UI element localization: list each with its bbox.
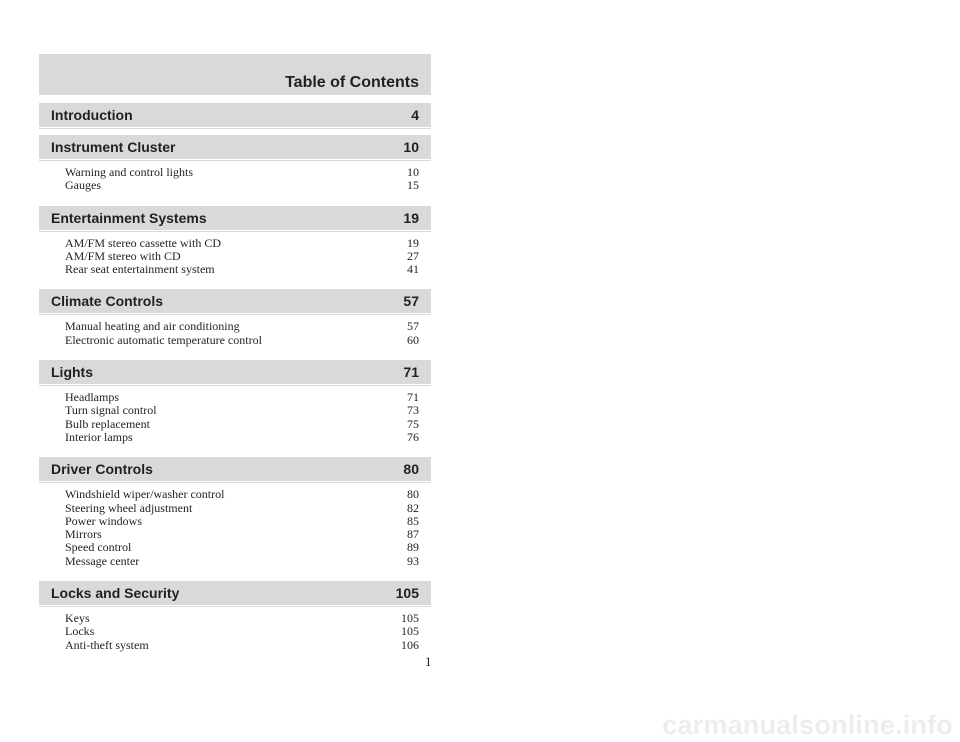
toc-entry[interactable] (65, 541, 419, 554)
entry-page-number: 89 (407, 540, 419, 555)
section-heading[interactable] (39, 289, 431, 313)
entry-label: Steering wheel adjustment (65, 500, 193, 515)
toc-section (39, 206, 431, 282)
toc-section (39, 103, 431, 127)
entry-page-number: 57 (407, 319, 419, 334)
toc-entry[interactable] (65, 515, 419, 528)
toc-entry[interactable] (65, 612, 419, 625)
toc-section (39, 135, 431, 198)
toc-entry[interactable] (65, 237, 419, 250)
entry-list (39, 605, 431, 657)
section-title: Entertainment Systems (51, 209, 207, 226)
entry-label: Speed control (65, 540, 132, 555)
watermark: carmanualsonline.info (662, 710, 953, 740)
section-title: Instrument Cluster (51, 139, 176, 155)
toc-section (39, 360, 431, 449)
toc-entry[interactable] (65, 391, 419, 404)
entry-label: Warning and control lights (65, 165, 194, 179)
section-page-number: 10 (403, 139, 419, 155)
section-page-number: 105 (395, 585, 419, 602)
entry-label: Interior lamps (65, 429, 133, 444)
entry-label: Bulb replacement (65, 416, 150, 431)
entry-page-number: 105 (401, 624, 419, 639)
section-heading[interactable] (39, 581, 431, 605)
entry-label: Anti-theft system (65, 637, 149, 652)
toc-entry[interactable] (65, 250, 419, 263)
toc-page (39, 54, 431, 657)
section-title: Climate Controls (51, 293, 164, 310)
toc-section (39, 581, 431, 657)
section-page-number: 80 (403, 461, 419, 478)
entry-page-number: 80 (407, 487, 419, 502)
entry-label: Message center (65, 553, 140, 568)
page-number: 1 (425, 654, 432, 669)
toc-entry[interactable] (65, 528, 419, 541)
entry-page-number: 10 (407, 165, 419, 179)
entry-page-number: 87 (407, 527, 419, 542)
entry-page-number: 60 (407, 332, 419, 347)
section-title: Lights (51, 364, 93, 381)
entry-list (39, 481, 431, 573)
toc-entry[interactable] (65, 263, 419, 276)
entry-label: Keys (65, 611, 90, 626)
entry-list (39, 159, 431, 198)
entry-list (39, 230, 431, 282)
toc-entry[interactable] (65, 502, 419, 515)
section-heading[interactable] (39, 457, 431, 481)
toc-entry[interactable] (65, 320, 419, 333)
entry-label: Mirrors (65, 527, 102, 542)
section-heading[interactable] (39, 206, 431, 230)
entry-page-number: 15 (407, 178, 419, 193)
toc-entry[interactable] (65, 404, 419, 417)
section-title: Driver Controls (51, 461, 153, 478)
toc-sections (39, 103, 431, 657)
entry-page-number: 93 (407, 553, 419, 568)
entry-label: Gauges (65, 178, 101, 193)
entry-label: Locks (65, 624, 95, 639)
toc-header (39, 54, 431, 95)
toc-section (39, 289, 431, 352)
entry-list (39, 384, 431, 449)
toc-entry[interactable] (65, 555, 419, 568)
entry-label: Manual heating and air conditioning (65, 319, 240, 334)
section-page-number: 4 (411, 107, 419, 123)
entry-page-number: 19 (407, 235, 419, 250)
toc-entry[interactable] (65, 179, 419, 192)
entry-page-number: 71 (407, 390, 419, 405)
section-heading[interactable] (39, 103, 431, 127)
entry-page-number: 27 (407, 248, 419, 263)
section-title: Locks and Security (51, 585, 180, 602)
entry-label: Headlamps (65, 390, 119, 405)
page-title: Table of Contents (285, 74, 419, 91)
toc-entry[interactable] (65, 625, 419, 638)
entry-page-number: 73 (407, 403, 419, 418)
section-page-number: 71 (403, 364, 419, 381)
section-page-number: 19 (403, 209, 419, 226)
entry-label: Turn signal control (65, 403, 157, 418)
section-heading[interactable] (39, 135, 431, 159)
entry-page-number: 76 (407, 429, 419, 444)
entry-label: AM/FM stereo with CD (65, 248, 181, 263)
entry-page-number: 105 (401, 611, 419, 626)
toc-entry[interactable] (65, 431, 419, 444)
entry-list (39, 313, 431, 352)
section-heading[interactable] (39, 360, 431, 384)
toc-entry[interactable] (65, 166, 419, 179)
section-title: Introduction (51, 107, 133, 123)
entry-label: Rear seat entertainment system (65, 262, 215, 277)
entry-label: Windshield wiper/washer control (65, 487, 225, 502)
entry-label: Electronic automatic temperature control (65, 332, 262, 347)
entry-page-number: 75 (407, 416, 419, 431)
toc-entry[interactable] (65, 418, 419, 431)
entry-label: Power windows (65, 513, 142, 528)
toc-entry[interactable] (65, 488, 419, 501)
entry-label: AM/FM stereo cassette with CD (65, 235, 221, 250)
toc-entry[interactable] (65, 639, 419, 652)
entry-page-number: 41 (407, 262, 419, 277)
section-page-number: 57 (403, 293, 419, 310)
entry-page-number: 106 (401, 637, 419, 652)
toc-section (39, 457, 431, 573)
toc-entry[interactable] (65, 334, 419, 347)
entry-page-number: 85 (407, 513, 419, 528)
entry-page-number: 82 (407, 500, 419, 515)
